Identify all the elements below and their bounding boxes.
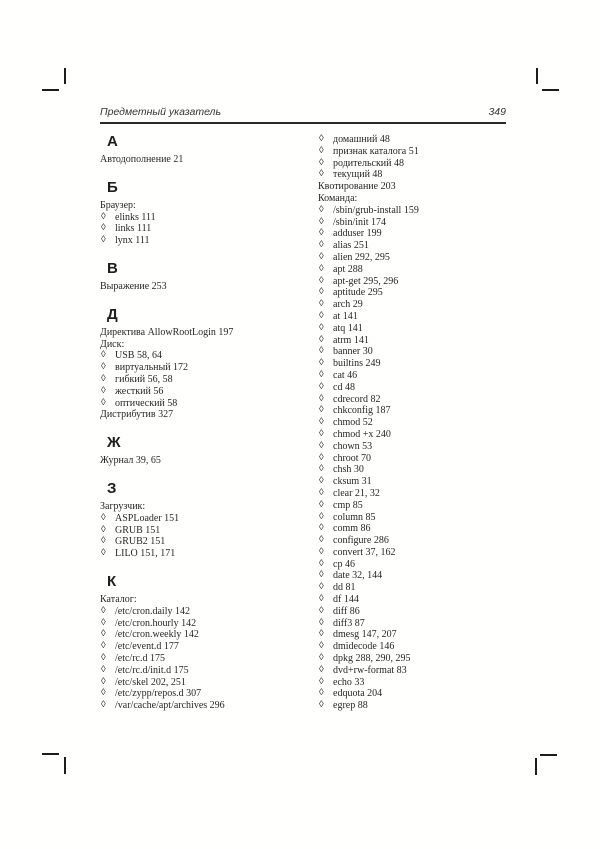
index-subentry-label: /etc/zypp/repos.d 307: [115, 688, 202, 700]
index-entry: Журнал 39, 65: [100, 455, 161, 467]
index-subentry-label: cmp 85: [333, 499, 363, 511]
index-section-letter: В: [107, 259, 118, 277]
index-subentry: [318, 476, 514, 488]
index-subentry-label: /etc/cron.daily 142: [115, 605, 190, 617]
crop-mark-top-left-horizontal: [42, 89, 59, 91]
index-subentry-label: clear 21, 32: [333, 487, 380, 499]
index-subentry: [318, 252, 514, 264]
index-subentry: [318, 146, 514, 158]
crop-mark-top-right-vertical: [536, 68, 538, 84]
index-subentry-label: LILO 151, 171: [115, 548, 176, 560]
index-subentry-label: жесткий 56: [115, 385, 164, 397]
index-subentry: [318, 535, 514, 547]
index-column-left: [100, 134, 318, 712]
diamond-bullet-icon: ◊: [101, 652, 106, 663]
diamond-bullet-icon: ◊: [319, 582, 324, 593]
diamond-bullet-icon: ◊: [319, 299, 324, 310]
index-subentry-label: текущий 48: [333, 169, 383, 181]
diamond-bullet-icon: ◊: [319, 381, 324, 392]
diamond-bullet-icon: ◊: [319, 322, 324, 333]
running-header-title: Предметный указатель: [100, 106, 222, 118]
index-subentry-label: cdrecord 82: [333, 393, 381, 405]
index-subentry: [318, 358, 514, 370]
index-subentry-label: /sbin/grub-install 159: [333, 204, 419, 216]
index-subentry: [318, 582, 514, 594]
index-subentry: [318, 464, 514, 476]
diamond-bullet-icon: ◊: [319, 594, 324, 605]
crop-mark-bottom-right-horizontal: [540, 754, 557, 756]
diamond-bullet-icon: ◊: [319, 251, 324, 262]
diamond-bullet-icon: ◊: [101, 397, 106, 408]
index-entry: Директива AllowRootLogin 197: [100, 326, 234, 338]
index-subentry: [318, 158, 514, 170]
diamond-bullet-icon: ◊: [101, 700, 106, 711]
diamond-bullet-icon: ◊: [319, 653, 324, 664]
index-subentry: [100, 606, 318, 618]
index-entry: Браузер:: [100, 199, 136, 211]
diamond-bullet-icon: ◊: [101, 641, 106, 652]
index-subentry-label: banner 30: [333, 346, 373, 358]
index-subentry: [318, 606, 514, 618]
diamond-bullet-icon: ◊: [319, 688, 324, 699]
diamond-bullet-icon: ◊: [319, 287, 324, 298]
index-subentry-label: lynx 111: [115, 235, 150, 247]
diamond-bullet-icon: ◊: [319, 134, 324, 144]
index-subentry: [100, 386, 318, 398]
diamond-bullet-icon: ◊: [319, 157, 324, 168]
index-subentry: [318, 346, 514, 358]
diamond-bullet-icon: ◊: [319, 535, 324, 546]
index-subentry-label: egrep 88: [333, 700, 368, 712]
crop-mark-bottom-right-vertical: [535, 758, 537, 775]
diamond-bullet-icon: ◊: [319, 487, 324, 498]
index-section-letter: А: [107, 133, 118, 150]
index-subentry-label: гибкий 56, 58: [115, 373, 173, 385]
index-subentry-label: df 144: [333, 594, 359, 606]
index-subentry-label: column 85: [333, 511, 376, 523]
index-entry: Каталог:: [100, 593, 137, 605]
diamond-bullet-icon: ◊: [101, 605, 106, 616]
index-subentry-label: chroot 70: [333, 452, 372, 464]
diamond-bullet-icon: ◊: [101, 548, 106, 559]
index-section-letter: К: [107, 572, 117, 590]
diamond-bullet-icon: ◊: [319, 369, 324, 380]
page-number: 349: [488, 106, 506, 118]
index-subentry-label: домашний 48: [333, 134, 390, 145]
index-subentry: [318, 512, 514, 524]
diamond-bullet-icon: ◊: [319, 523, 324, 534]
index-subentry-label: dvd+rw-format 83: [333, 664, 407, 676]
index-subentry: [318, 618, 514, 630]
index-subentry-label: /var/cache/apt/archives 296: [115, 700, 225, 712]
index-subentry: [100, 700, 318, 712]
crop-mark-bottom-left-vertical: [64, 757, 66, 774]
crop-mark-top-right-horizontal: [542, 89, 559, 91]
diamond-bullet-icon: ◊: [101, 629, 106, 640]
diamond-bullet-icon: ◊: [101, 350, 106, 361]
index-entry: Загрузчик:: [100, 500, 146, 512]
index-subentry: [318, 264, 514, 276]
index-subentry: [318, 382, 514, 394]
diamond-bullet-icon: ◊: [101, 688, 106, 699]
index-subentry-label: /etc/event.d 177: [115, 641, 179, 653]
diamond-bullet-icon: ◊: [319, 334, 324, 345]
index-subentry: [318, 677, 514, 689]
index-subentry: [318, 228, 514, 240]
diamond-bullet-icon: ◊: [319, 346, 324, 357]
index-entry: Автодополнение 21: [100, 154, 184, 165]
index-subentry-label: cat 46: [333, 369, 358, 381]
index-subentry-label: /etc/rc.d/init.d 175: [115, 664, 189, 676]
diamond-bullet-icon: ◊: [319, 511, 324, 522]
index-subentry: [318, 394, 514, 406]
index-subentry: [318, 370, 514, 382]
index-subentry-label: alias 251: [333, 240, 369, 252]
diamond-bullet-icon: ◊: [319, 700, 324, 711]
index-subentry: [100, 548, 318, 560]
index-subentry: [100, 536, 318, 548]
index-subentry: [318, 429, 514, 441]
diamond-bullet-icon: ◊: [101, 617, 106, 628]
diamond-bullet-icon: ◊: [319, 417, 324, 428]
diamond-bullet-icon: ◊: [101, 676, 106, 687]
diamond-bullet-icon: ◊: [319, 605, 324, 616]
index-subentry: [100, 223, 318, 235]
index-subentry: [100, 374, 318, 386]
index-subentry-label: apt 288: [333, 263, 363, 275]
index-subentry-label: atq 141: [333, 322, 363, 334]
index-subentry-label: cp 46: [333, 558, 355, 570]
crop-mark-top-left-vertical: [64, 68, 66, 84]
diamond-bullet-icon: ◊: [101, 664, 106, 675]
index-subentry: [318, 594, 514, 606]
index-subentry: [100, 653, 318, 665]
index-subentry-label: date 32, 144: [333, 570, 383, 582]
index-subentry-label: cd 48: [333, 381, 355, 393]
index-subentry-label: /etc/cron.hourly 142: [115, 617, 197, 629]
diamond-bullet-icon: ◊: [319, 393, 324, 404]
index-body: [100, 134, 514, 712]
index-subentry-label: родительский 48: [333, 157, 405, 169]
index-subentry-label: builtins 249: [333, 358, 381, 370]
index-subentry-label: elinks 111: [115, 211, 156, 223]
index-subentry-label: /etc/skel 202, 251: [115, 676, 186, 688]
running-header: [100, 106, 506, 124]
diamond-bullet-icon: ◊: [319, 546, 324, 557]
diamond-bullet-icon: ◊: [319, 452, 324, 463]
index-subentry-label: configure 286: [333, 535, 389, 547]
index-subentry: [318, 169, 514, 181]
index-subentry-label: виртуальный 172: [115, 362, 189, 374]
diamond-bullet-icon: ◊: [319, 169, 324, 180]
index-subentry-label: ASPLoader 151: [115, 512, 180, 524]
diamond-bullet-icon: ◊: [319, 664, 324, 675]
diamond-bullet-icon: ◊: [319, 145, 324, 156]
index-subentry: [318, 240, 514, 252]
index-entry: Дистрибутив 327: [100, 409, 174, 421]
diamond-bullet-icon: ◊: [101, 362, 106, 373]
index-subentry-label: GRUB 151: [115, 524, 161, 536]
index-subentry-label: оптический 58: [115, 397, 178, 409]
diamond-bullet-icon: ◊: [319, 228, 324, 239]
index-section-letter: Ж: [107, 434, 121, 452]
diamond-bullet-icon: ◊: [319, 440, 324, 451]
index-subentry: [318, 500, 514, 512]
index-subentry-label: apt-get 295, 296: [333, 275, 399, 287]
diamond-bullet-icon: ◊: [101, 223, 106, 234]
index-subentry-label: at 141: [333, 310, 358, 322]
diamond-bullet-icon: ◊: [319, 558, 324, 569]
diamond-bullet-icon: ◊: [319, 358, 324, 369]
index-subentry: [100, 513, 318, 525]
diamond-bullet-icon: ◊: [319, 641, 324, 652]
diamond-bullet-icon: ◊: [319, 428, 324, 439]
diamond-bullet-icon: ◊: [101, 524, 106, 535]
diamond-bullet-icon: ◊: [101, 385, 106, 396]
index-subentry: [318, 523, 514, 535]
index-column-right: [318, 134, 514, 712]
index-subentry: [318, 453, 514, 465]
index-subentry-label: chsh 30: [333, 464, 364, 476]
index-subentry-label: /sbin/init 174: [333, 216, 387, 228]
index-entry: Квотирование 203: [318, 181, 396, 193]
diamond-bullet-icon: ◊: [319, 570, 324, 581]
index-subentry: [100, 665, 318, 677]
index-section-letter: З: [107, 479, 117, 497]
diamond-bullet-icon: ◊: [319, 617, 324, 628]
index-subentry: [100, 235, 318, 247]
diamond-bullet-icon: ◊: [101, 512, 106, 523]
diamond-bullet-icon: ◊: [319, 629, 324, 640]
index-subentry: [100, 677, 318, 689]
diamond-bullet-icon: ◊: [101, 373, 106, 384]
index-subentry: [318, 641, 514, 653]
index-subentry-label: dmidecode 146: [333, 641, 395, 653]
index-subentry-label: chmod +x 240: [333, 428, 391, 440]
index-subentry: [318, 653, 514, 665]
index-subentry: [318, 700, 514, 712]
index-subentry: [318, 665, 514, 677]
index-subentry-label: /etc/rc.d 175: [115, 652, 165, 664]
diamond-bullet-icon: ◊: [101, 211, 106, 222]
index-subentry-label: links 111: [115, 223, 152, 235]
index-subentry: [318, 629, 514, 641]
diamond-bullet-icon: ◊: [101, 536, 106, 547]
diamond-bullet-icon: ◊: [319, 275, 324, 286]
index-subentry: [318, 335, 514, 347]
index-subentry-label: dpkg 288, 290, 295: [333, 653, 411, 665]
index-subentry: [100, 212, 318, 224]
index-subentry: [100, 362, 318, 374]
index-subentry: [318, 559, 514, 571]
index-subentry-label: chown 53: [333, 440, 373, 452]
diamond-bullet-icon: ◊: [319, 499, 324, 510]
index-subentry-label: diff 86: [333, 605, 360, 617]
index-subentry-label: chmod 52: [333, 417, 373, 429]
diamond-bullet-icon: ◊: [319, 676, 324, 687]
index-subentry: [318, 405, 514, 417]
index-subentry: [318, 134, 514, 146]
index-subentry-label: chkconfig 187: [333, 405, 391, 417]
diamond-bullet-icon: ◊: [319, 204, 324, 215]
index-subentry: [318, 299, 514, 311]
diamond-bullet-icon: ◊: [319, 263, 324, 274]
index-subentry: [100, 350, 318, 362]
index-subentry: [318, 570, 514, 582]
index-subentry: [318, 311, 514, 323]
index-subentry-label: aptitude 295: [333, 287, 383, 299]
index-subentry-label: echo 33: [333, 676, 365, 688]
index-subentry: [318, 205, 514, 217]
index-subentry-label: dmesg 147, 207: [333, 629, 397, 641]
index-subentry-label: comm 86: [333, 523, 371, 535]
crop-mark-bottom-left-horizontal: [42, 753, 59, 755]
index-subentry-label: edquota 204: [333, 688, 383, 700]
index-subentry: [100, 688, 318, 700]
index-subentry: [318, 488, 514, 500]
index-subentry-label: /etc/cron.weekly 142: [115, 629, 199, 641]
index-subentry-label: atrm 141: [333, 334, 369, 346]
index-subentry-label: alien 292, 295: [333, 251, 390, 263]
index-subentry-label: diff3 87: [333, 617, 365, 629]
index-entry: Выражение 253: [100, 280, 167, 292]
index-subentry: [100, 641, 318, 653]
index-subentry: [100, 618, 318, 630]
index-subentry: [318, 441, 514, 453]
diamond-bullet-icon: ◊: [319, 216, 324, 227]
diamond-bullet-icon: ◊: [319, 464, 324, 475]
index-subentry-label: признак каталога 51: [333, 145, 419, 157]
index-entry: Команда:: [318, 192, 358, 204]
index-subentry: [318, 287, 514, 299]
index-subentry: [318, 323, 514, 335]
index-subentry-label: dd 81: [333, 582, 356, 594]
index-subentry: [318, 688, 514, 700]
index-subentry: [318, 547, 514, 559]
index-subentry: [318, 217, 514, 229]
diamond-bullet-icon: ◊: [319, 240, 324, 251]
index-subentry: [100, 629, 318, 641]
diamond-bullet-icon: ◊: [319, 476, 324, 487]
index-subentry-label: arch 29: [333, 299, 363, 311]
index-subentry-label: cksum 31: [333, 476, 372, 488]
index-subentry: [100, 398, 318, 410]
diamond-bullet-icon: ◊: [319, 405, 324, 416]
index-section-letter: Б: [107, 178, 118, 196]
index-subentry-label: convert 37, 162: [333, 546, 396, 558]
diamond-bullet-icon: ◊: [319, 310, 324, 321]
index-subentry-label: USB 58, 64: [115, 350, 162, 362]
index-section-letter: Д: [107, 305, 118, 323]
index-subentry: [318, 417, 514, 429]
index-entry: Диск:: [100, 338, 125, 350]
diamond-bullet-icon: ◊: [101, 235, 106, 246]
index-subentry-label: GRUB2 151: [115, 536, 166, 548]
index-subentry: [100, 525, 318, 537]
index-subentry: [318, 276, 514, 288]
index-subentry-label: adduser 199: [333, 228, 382, 240]
